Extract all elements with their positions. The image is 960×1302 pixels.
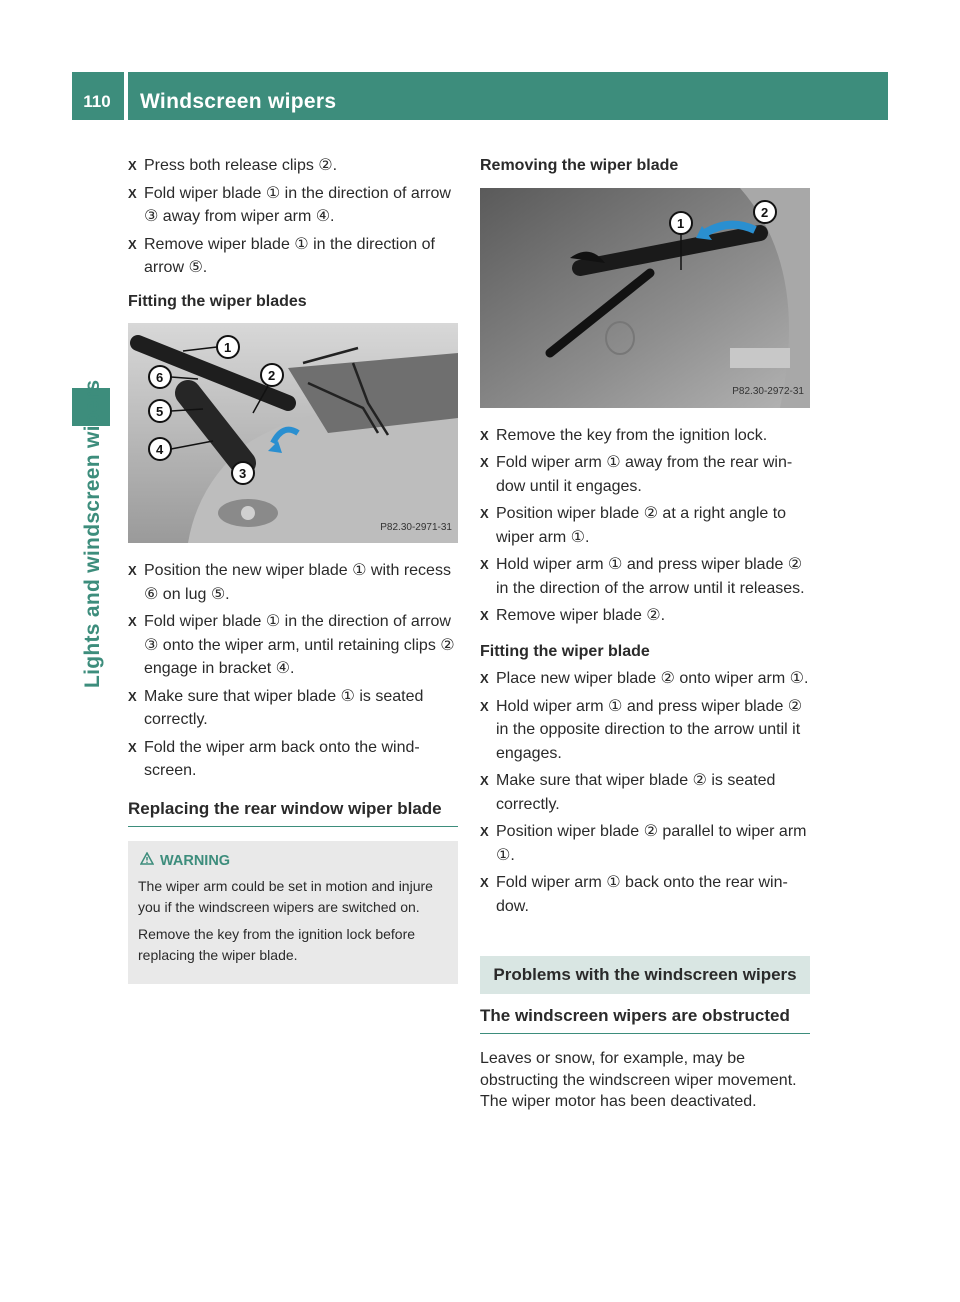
- step-arrow-icon: X: [480, 427, 489, 443]
- step-arrow-icon: X: [128, 739, 137, 755]
- obstructed-heading: The windscreen wipers are obstructed: [480, 1004, 810, 1035]
- step-arrow-icon: X: [128, 688, 137, 704]
- step-arrow-icon: X: [128, 563, 137, 578]
- step-arrow-icon: X: [128, 185, 137, 201]
- step-text: Hold wiper arm ① and press wiper blade ② in the direction of the arrow until it releases.: [496, 556, 805, 597]
- step-arrow-icon: X: [480, 557, 489, 572]
- step-text: Remove the key from the ignition lock.: [496, 426, 768, 444]
- chapter-side-label: Lights and windscreen wipers: [81, 379, 104, 688]
- page-number: 110: [83, 92, 111, 111]
- warning-label: WARNING: [160, 853, 231, 869]
- svg-text:5: 5: [156, 404, 164, 419]
- step-item: [480, 871, 810, 918]
- page-title: Windscreen wipers: [140, 90, 337, 113]
- warning-text: Remove the key from the ignition lock before replacing the wiper blade.: [138, 926, 416, 963]
- rear-wiper-illustration: [480, 188, 810, 408]
- step-arrow-icon: X: [480, 773, 489, 788]
- step-text: Fold wiper blade ① in the direction of arrow ③ away from wiper arm ④.: [144, 184, 451, 225]
- step-item: [480, 695, 810, 766]
- steps-remove-blade: [128, 154, 458, 280]
- step-item: [480, 502, 810, 549]
- step-item: [480, 820, 810, 867]
- step-item: [480, 667, 810, 691]
- figure-rear-wiper: [480, 188, 810, 408]
- left-column: [128, 154, 458, 984]
- step-item: [128, 736, 458, 783]
- removing-blade-heading: Removing the wiper blade: [480, 157, 679, 174]
- step-arrow-icon: X: [480, 824, 489, 839]
- svg-text:6: 6: [156, 370, 164, 385]
- step-text: Hold wiper arm ① and press wiper blade ② in the opposite direction to the arrow until it engages.: [496, 697, 803, 762]
- warning-text: The wiper arm could be set in motion and injure you if the windscreen wipers are switched on.: [138, 878, 433, 915]
- warning-title: [138, 851, 450, 872]
- step-item: [128, 154, 458, 178]
- step-item: [128, 559, 458, 606]
- step-item: [480, 769, 810, 816]
- fitting-blade-heading: Fitting the wiper blade: [480, 642, 650, 660]
- step-text: Place new wiper blade ② onto wiper arm ①.: [496, 670, 809, 687]
- header-divider: [124, 72, 128, 120]
- step-text: Position the new wiper blade ① with recess ⑥ on lug ⑤.: [144, 562, 451, 603]
- step-text: Position wiper blade ② parallel to wiper arm ①.: [496, 823, 807, 864]
- problems-section-heading: Problems with the windscreen wipers: [480, 956, 810, 994]
- step-text: Fold wiper blade ① in the direction of arrow ③ onto the wiper arm, until retaining clips ② engage in bracket ④.: [144, 613, 455, 677]
- step-text: Remove wiper blade ②.: [496, 607, 666, 624]
- step-item: [480, 424, 810, 448]
- step-arrow-icon: X: [480, 698, 489, 714]
- step-arrow-icon: X: [480, 506, 489, 521]
- figure-code: P82.30-2971-31: [380, 521, 452, 533]
- svg-text:2: 2: [268, 368, 276, 383]
- step-text: Position wiper blade ② at a right angle to wiper arm ①.: [496, 505, 787, 546]
- step-text: Remove wiper blade ① in the direction of arrow ⑤.: [144, 235, 435, 276]
- steps-removing-blade: [480, 424, 810, 628]
- svg-text:1: 1: [224, 340, 232, 355]
- rear-wiper-section-heading: Replacing the rear window wiper blade: [128, 797, 458, 828]
- svg-text:1: 1: [677, 215, 685, 231]
- steps-fitting-blade: [480, 667, 810, 918]
- step-text: Make sure that wiper blade ① is seated correctly.: [144, 687, 424, 728]
- step-text: Make sure that wiper blade ② is seated correctly.: [496, 772, 776, 813]
- step-text: Fold wiper arm ① back onto the rear win-dow.: [496, 874, 788, 915]
- step-arrow-icon: X: [480, 455, 489, 470]
- step-text: Press both release clips ②.: [144, 157, 338, 174]
- obstructed-text: Leaves or snow, for example, may be obstructing the windscreen wiper movement. The wiper motor has been deactivated.: [480, 1050, 797, 1110]
- step-item: [128, 610, 458, 681]
- warning-triangle-icon: [140, 851, 154, 872]
- warning-box: [128, 841, 458, 984]
- step-arrow-icon: X: [128, 614, 137, 629]
- step-text: Fold wiper arm ① away from the rear win-dow until it engages.: [496, 454, 793, 495]
- step-item: [480, 604, 810, 628]
- figure-code: P82.30-2972-31: [732, 386, 804, 397]
- step-item: [480, 553, 810, 600]
- car-wiper-illustration: [128, 323, 458, 543]
- step-arrow-icon: X: [128, 236, 137, 252]
- step-arrow-icon: X: [480, 875, 489, 890]
- right-column: [480, 154, 810, 1113]
- svg-text:3: 3: [239, 466, 247, 481]
- fitting-blades-heading: Fitting the wiper blades: [128, 292, 307, 310]
- step-arrow-icon: X: [480, 608, 489, 623]
- step-item: [128, 233, 458, 280]
- step-arrow-icon: X: [480, 671, 489, 686]
- step-item: [128, 685, 458, 732]
- steps-fitting-blades: [128, 559, 458, 783]
- step-arrow-icon: X: [128, 158, 137, 173]
- step-text: Fold the wiper arm back onto the wind-screen.: [144, 738, 420, 779]
- svg-text:4: 4: [156, 442, 164, 457]
- svg-text:2: 2: [761, 204, 769, 220]
- step-item: [480, 451, 810, 498]
- figure-fitting-wiper-blades: [128, 323, 458, 543]
- step-item: [128, 182, 458, 229]
